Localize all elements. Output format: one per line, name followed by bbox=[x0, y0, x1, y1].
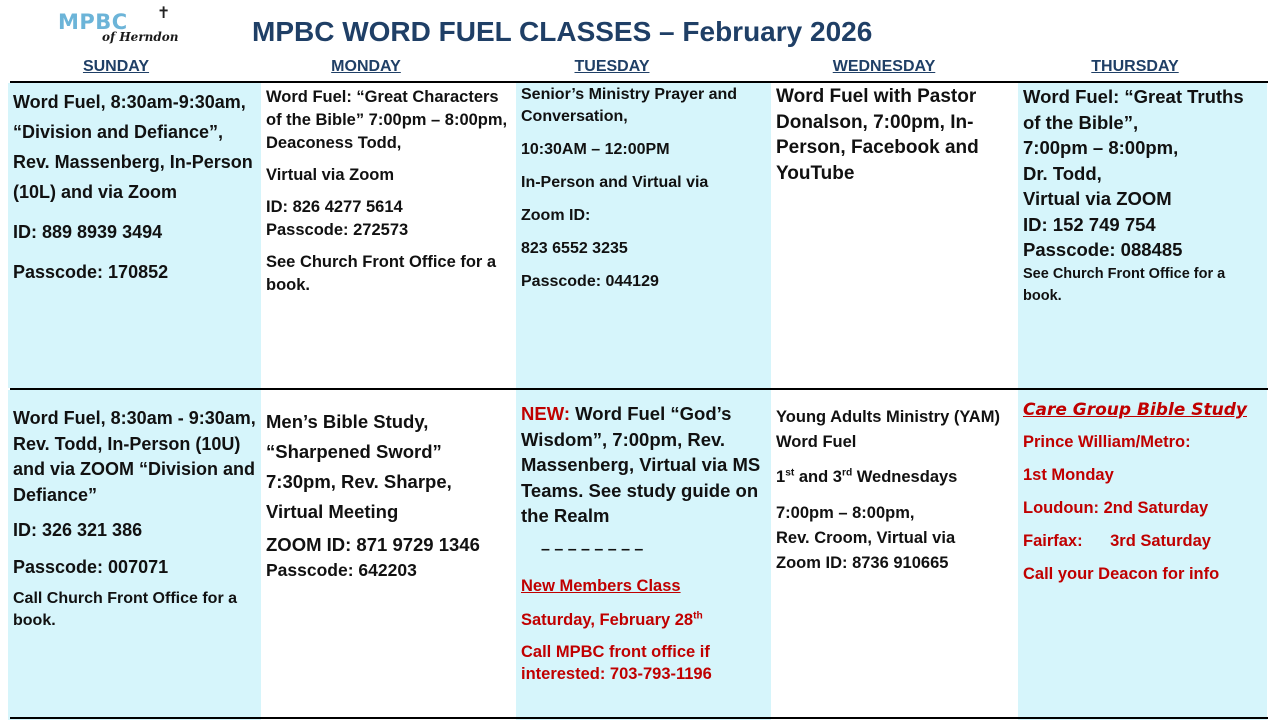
zoom-id: ID: 326 321 386 bbox=[13, 520, 143, 540]
book-note: See Church Front Office for a book. bbox=[266, 253, 497, 294]
logo-subtext: of Herndon bbox=[102, 30, 179, 44]
zoom-id: 823 6552 3235 bbox=[521, 240, 628, 257]
class-description: Men’s Bible Study, “Sharpened Sword” 7:30pm, Rev. Sharpe, Virtual Meeting bbox=[266, 411, 452, 522]
day-header-tuesday: TUESDAY bbox=[574, 58, 650, 75]
cell-wednesday-week1 bbox=[771, 83, 1018, 388]
ordinal-first: 1 bbox=[776, 468, 786, 486]
class-time: 10:30AM – 12:00PM bbox=[521, 141, 670, 158]
care-group-line: Prince William/Metro: bbox=[1023, 433, 1191, 451]
class-description: Word Fuel with Pastor Donalson, 7:00pm, In-Person, Facebook and YouTube bbox=[776, 86, 979, 184]
class-time: 7:00pm – 8:00pm, bbox=[776, 504, 915, 522]
book-note: Call Church Front Office for a book. bbox=[13, 590, 238, 629]
virtual-info: In-Person and Virtual via bbox=[521, 174, 709, 191]
logo-text: MPBC bbox=[58, 10, 128, 34]
date-suffix: th bbox=[693, 610, 703, 621]
cell-monday-week1 bbox=[261, 83, 516, 388]
zoom-id: ZOOM ID: 871 9729 1346 bbox=[266, 534, 480, 555]
class-host: Dr. Todd, bbox=[1023, 162, 1102, 184]
cell-tuesday-week2 bbox=[516, 390, 771, 720]
care-group-line: 1st Monday bbox=[1023, 466, 1114, 484]
new-members-contact: Call MPBC front office if interested: 703-793-1196 bbox=[521, 643, 712, 683]
table-top-border bbox=[10, 81, 1268, 83]
book-note: See Church Front Office for a book. bbox=[1023, 265, 1226, 304]
cell-thursday-week1 bbox=[1018, 83, 1267, 388]
class-host: Rev. Croom, Virtual via bbox=[776, 529, 956, 547]
divider-dashes: – – – – – – – – bbox=[541, 540, 644, 558]
class-description: Word Fuel: “Great Characters of the Bible” 7:00pm – 8:00pm, Deaconess Todd, bbox=[266, 88, 508, 152]
zoom-id: Zoom ID: 8736 910665 bbox=[776, 554, 949, 572]
virtual-info: Virtual via Zoom bbox=[266, 166, 395, 184]
class-description-text: Word Fuel “God’s Wisdom”, 7:00pm, Rev. Massenberg, Virtual via MS Teams. See study guide on the Realm bbox=[521, 403, 761, 526]
zoom-id: ID: 889 8939 3494 bbox=[13, 222, 163, 242]
cross-icon: ✝ bbox=[157, 5, 171, 22]
new-label: NEW: bbox=[521, 403, 570, 424]
cell-tuesday-week1 bbox=[516, 83, 771, 388]
new-members-heading: New Members Class bbox=[521, 577, 681, 595]
date-text: Saturday, February 28 bbox=[521, 610, 694, 629]
zoom-passcode: Passcode: 088485 bbox=[1023, 239, 1183, 260]
ordinal-third-suffix: rd bbox=[841, 467, 853, 479]
class-description bbox=[521, 401, 768, 529]
virtual-info: Virtual via ZOOM bbox=[1023, 188, 1172, 209]
class-description: Word Fuel: “Great Truths of the Bible”, bbox=[1023, 86, 1244, 133]
class-description: Young Adults Ministry (YAM) Word Fuel bbox=[776, 408, 1000, 451]
zoom-passcode: Passcode: 272573 bbox=[266, 221, 409, 239]
cell-sunday-week1 bbox=[8, 83, 261, 388]
row-divider bbox=[10, 388, 1268, 390]
class-description: Word Fuel, 8:30am - 9:30am, Rev. Todd, In-Person (10U) and via ZOOM “Division and Defiance” bbox=[13, 408, 256, 505]
schedule-text: Wednesdays bbox=[852, 468, 958, 486]
care-group-line: Loudoun: 2nd Saturday bbox=[1023, 499, 1209, 517]
page-title: MPBC WORD FUEL CLASSES – February 2026 bbox=[252, 16, 873, 47]
ordinal-third: and 3 bbox=[794, 468, 842, 486]
zoom-id: ID: 152 749 754 bbox=[1023, 213, 1156, 235]
mpbc-logo bbox=[56, 6, 216, 48]
care-group-title: Care Group Bible Study bbox=[1023, 400, 1247, 420]
day-header-wednesday: WEDNESDAY bbox=[832, 58, 936, 75]
zoom-passcode: Passcode: 007071 bbox=[13, 556, 169, 577]
zoom-passcode: Passcode: 642203 bbox=[266, 560, 417, 580]
class-description: Senior’s Ministry Prayer and Conversation, bbox=[521, 86, 738, 125]
table-bottom-border bbox=[10, 717, 1268, 719]
cell-wednesday-week2 bbox=[771, 390, 1018, 720]
day-header-sunday: SUNDAY bbox=[82, 58, 150, 75]
class-time: 7:00pm – 8:00pm, bbox=[1023, 137, 1179, 158]
zoom-passcode: Passcode: 170852 bbox=[13, 262, 169, 282]
zoom-label: Zoom ID: bbox=[521, 207, 591, 224]
care-group-line: Fairfax: 3rd Saturday bbox=[1023, 532, 1211, 550]
new-members-date bbox=[521, 608, 768, 634]
zoom-passcode: Passcode: 044129 bbox=[521, 273, 659, 290]
class-schedule bbox=[776, 465, 1015, 490]
cell-sunday-week2 bbox=[8, 390, 261, 720]
class-description: Word Fuel, 8:30am-9:30am, “Division and Defiance”, Rev. Massenberg, In-Person (10L) and via Zoom bbox=[13, 92, 253, 202]
day-header-monday: MONDAY bbox=[331, 58, 401, 75]
cell-monday-week2 bbox=[261, 390, 516, 720]
care-group-line: Call your Deacon for info bbox=[1023, 565, 1220, 583]
zoom-id: ID: 826 4277 5614 bbox=[266, 198, 403, 216]
day-header-thursday: THURSDAY bbox=[1091, 58, 1179, 75]
ordinal-first-suffix: st bbox=[785, 467, 795, 479]
cell-thursday-week2 bbox=[1018, 390, 1267, 720]
